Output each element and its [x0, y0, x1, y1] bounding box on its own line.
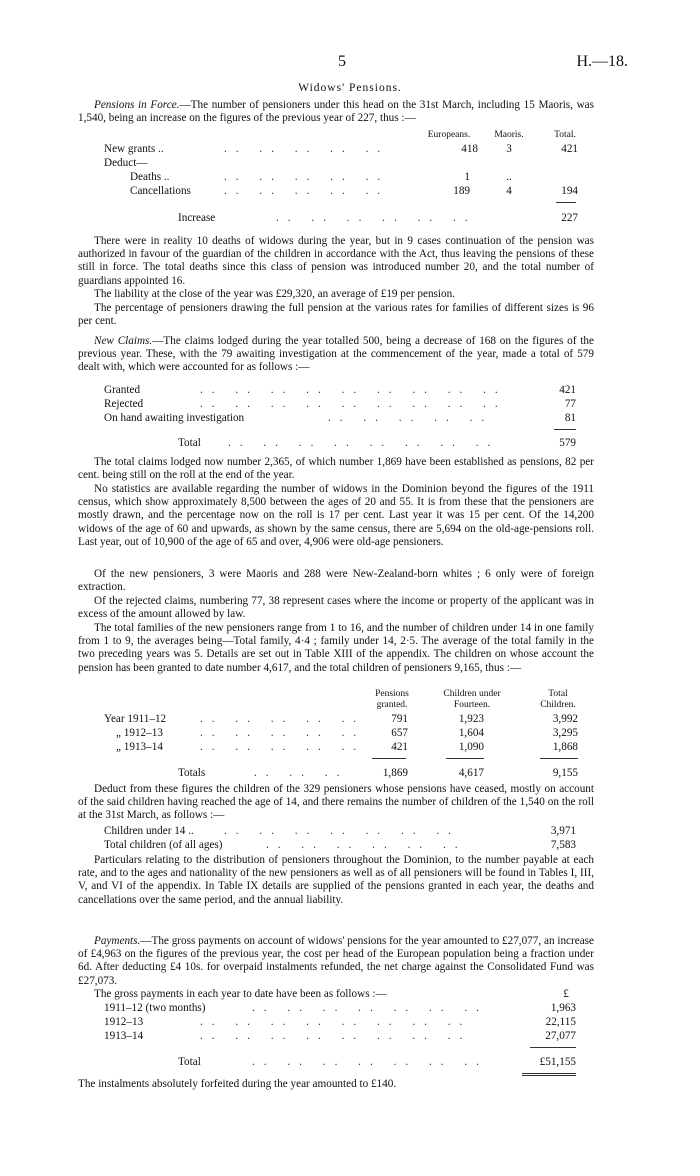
leader-dots: .. .. .. .. .. .. ..	[224, 825, 460, 837]
rule	[554, 429, 576, 430]
claims-value: 77	[564, 398, 576, 410]
new-claims-paragraph	[78, 335, 594, 375]
deaths-europeans: 1	[464, 171, 470, 183]
paragraph: There were in reality 10 deaths of widows during the year, but in 9 cases continuation of the pension was authorized in favour of the guardian of the children in accordance with the Act, thus leaving the pensions of these still in force. The total deaths since this class of pension was introduced number 20, and the total number of guardians appointed 16.	[78, 235, 594, 287]
cancellations-maoris: 4	[506, 185, 512, 197]
paragraph: The liability at the close of the year was £29,320, an average of £19 per pension.	[94, 288, 455, 300]
children-under-14: 1,090	[458, 741, 484, 753]
cancellations-europeans: 189	[453, 185, 470, 197]
new-grants-maoris: 3	[506, 143, 512, 155]
col-total-children: Total Children.	[540, 689, 576, 710]
payments-total-value: £51,155	[539, 1056, 576, 1068]
leader-dots: .. .. .. .. ..	[200, 741, 366, 753]
leader-dots: .. .. ..	[254, 767, 349, 779]
paragraph: The percentage of pensioners drawing the full pension at the various rates for families of different sizes is 96 per cent.	[78, 302, 594, 328]
totals-under-14: 4,617	[458, 767, 484, 779]
leader-dots: .. .. .. .. .. .. .. ..	[200, 1030, 472, 1042]
remaining-label: Children under 14 ..	[104, 825, 194, 837]
pensions-granted: 657	[391, 727, 408, 739]
col-children-under-fourteen: Children under Fourteen.	[443, 689, 501, 710]
rule	[556, 202, 576, 203]
col-maoris: Maoris.	[494, 130, 524, 140]
rule	[540, 758, 578, 759]
rule	[372, 758, 406, 759]
claims-label: Granted	[104, 384, 141, 396]
remaining-value: 7,583	[550, 839, 576, 851]
payments-paragraph	[78, 935, 594, 988]
payment-year-label: 1913–14	[104, 1030, 144, 1042]
page-number: 5	[338, 53, 346, 70]
pensions-granted: 791	[391, 713, 408, 725]
total-children: 1,868	[552, 741, 578, 753]
rule	[530, 1047, 576, 1048]
cancellations-total: 194	[561, 185, 578, 197]
year-label: „ 1912–13	[116, 727, 163, 739]
paragraph: Of the new pensioners, 3 were Maoris and 288 were New-Zealand-born whites ; 6 only were of foreign extraction.	[78, 568, 594, 594]
leader-dots: .. .. .. .. ..	[224, 143, 390, 155]
payment-year-label: 1912–13	[104, 1016, 144, 1028]
leader-dots: .. .. .. .. .. .. .. .. ..	[200, 384, 507, 396]
payments-intro-line: The gross payments in each year to date have been as follows :—	[94, 988, 387, 1000]
new-claims-intro: —The claims lodged during the year totalled 500, being a decrease of 168 on the figures of the previous year. These, with the 79 awaiting investigation at the commencement of the year, made a total of 579 dealt with, which were accounted for as follows :—	[78, 335, 594, 374]
leader-dots: .. .. .. .. ..	[200, 727, 366, 739]
col-total: Total.	[554, 130, 576, 140]
pensions-in-force-heading: Pensions in Force.	[94, 99, 180, 111]
forfeited-paragraph: The instalments absolutely forfeited during the year amounted to £140.	[78, 1078, 397, 1090]
remaining-value: 3,971	[550, 825, 576, 837]
payment-value: 22,115	[545, 1016, 576, 1028]
leader-dots: .. .. .. .. .. ..	[266, 839, 467, 851]
claims-label: On hand awaiting investigation	[104, 412, 245, 424]
leader-dots: .. .. .. .. ..	[224, 185, 390, 197]
leader-dots: .. .. .. .. ..	[224, 171, 390, 183]
payment-value: 27,077	[545, 1030, 576, 1042]
claims-total-value: 579	[559, 437, 576, 449]
leader-dots: .. .. .. .. ..	[328, 412, 494, 424]
total-children: 3,295	[552, 727, 578, 739]
cancellations-label: Cancellations	[130, 185, 191, 197]
paragraph: The total families of the new pensioners range from 1 to 16, and the number of children under 14 in one family from 1 to 9, the averages being—Total family, 4·4 ; family under 14, 2·5. The average of the total family in the two preceding years was 5. Details are set out in Table XIII of the appendix. The children on whose account the pension has been granted to date number 4,617, and the total children of pensioners 9,165, thus :—	[78, 622, 594, 674]
paragraph: The total claims lodged now number 2,365, of which number 1,869 have been established as pensions, 82 per cent. being still on the roll at the end of the year.	[78, 456, 594, 482]
new-claims-heading: New Claims.	[94, 335, 153, 347]
double-rule	[522, 1073, 576, 1076]
paragraph: Of the rejected claims, numbering 77, 38 represent cases where the income or property of the applicant was in excess of the amount allowed by law.	[78, 595, 594, 621]
new-grants-label: New grants ..	[104, 143, 164, 155]
leader-dots: .. .. .. .. .. .. ..	[252, 1002, 488, 1014]
deduct-label: Deduct—	[104, 157, 148, 169]
claims-total-label: Total	[178, 437, 201, 449]
leader-dots: .. .. .. .. .. .. .. ..	[200, 1016, 472, 1028]
paragraph: Deduct from these figures the children of the 329 pensioners whose pensions have ceased, mostly on account of the said children having reached the age of 14, and there remains the number of children of the 1,540 on the roll at the 31st March, as follows :—	[78, 783, 594, 822]
deaths-label: Deaths ..	[130, 171, 170, 183]
children-under-14: 1,923	[458, 713, 484, 725]
payment-value: 1,963	[550, 1002, 576, 1014]
document-reference: H.—18.	[576, 53, 628, 70]
section-title: Widows' Pensions.	[298, 82, 402, 94]
col-europeans: Europeans.	[427, 130, 471, 140]
payment-year-label: 1911–12 (two months)	[104, 1002, 206, 1014]
payments-heading: Payments.	[94, 935, 141, 947]
rule	[446, 758, 484, 759]
totals-granted: 1,869	[382, 767, 408, 779]
currency-symbol: £	[563, 988, 569, 1000]
payments-total-label: Total	[178, 1056, 201, 1068]
leader-dots: .. .. .. .. .. .. .. .. ..	[200, 398, 507, 410]
increase-total: 227	[561, 212, 578, 224]
deaths-maoris: ..	[506, 171, 512, 183]
year-label: „ 1913–14	[116, 741, 163, 753]
claims-value: 81	[564, 412, 576, 424]
year-label: Year 1911–12	[104, 713, 167, 725]
leader-dots: .. .. .. .. .. .. ..	[252, 1056, 488, 1068]
children-under-14: 1,604	[458, 727, 484, 739]
payments-intro: —The gross payments on account of widows' pensions for the year amounted to £27,077, an increase of £4,963 on the figures of the previous year, the cost per head of the European population being a fraction under 6d. After deducting £4 10s. for overpaid instalments refunded, the net charge against the Consolidated Fund was £27,073.	[78, 935, 594, 987]
paragraph: No statistics are available regarding the number of widows in the Dominion beyond the figures of the 1911 census, which show approximately 8,500 between the ages of 20 and 55. It is from these that the pensioners are mostly drawn, and the percentage now on the roll is 17 per cent. Last year it was 15 per cent. Of the 14,200 widows of the age of 60 and upwards, as shown by the same census, there are 5,694 on the old-age-pensions roll. Last year, out of 10,900 of the age of 65 and over, 4,906 were old-age pensioners.	[78, 483, 594, 548]
new-grants-europeans: 418	[461, 143, 478, 155]
pensions-in-force-paragraph	[78, 99, 594, 125]
leader-dots: .. .. .. .. .. .. .. ..	[228, 437, 500, 449]
new-grants-total: 421	[561, 143, 578, 155]
leader-dots: .. .. .. .. ..	[200, 713, 366, 725]
totals-label: Totals	[178, 767, 206, 779]
remaining-label: Total children (of all ages)	[104, 839, 223, 851]
pensions-in-force-intro: —The number of pensioners under this head on the 31st March, including 15 Maoris, was 1,540, being an increase on the figures of the previous year of 227, thus :—	[78, 99, 594, 125]
claims-value: 421	[559, 384, 576, 396]
leader-dots: .. .. .. .. .. ..	[276, 212, 477, 224]
paragraph: Particulars relating to the distribution of pensioners throughout the Dominion, to the number payable at each rate, and to the ages and nationality of the new pensioners as well as of all pensioners will be found in Tables I, III, V, and VI of the appendix. In Table IX details are supplied of the pensions granted in each year, the deaths and cancellations over the same period, and the annual liability.	[78, 854, 594, 906]
col-pensions-granted: Pensions granted.	[375, 689, 409, 710]
pensions-granted: 421	[391, 741, 408, 753]
increase-label: Increase	[178, 212, 216, 224]
totals-total: 9,155	[552, 767, 578, 779]
total-children: 3,992	[552, 713, 578, 725]
claims-label: Rejected	[104, 398, 144, 410]
